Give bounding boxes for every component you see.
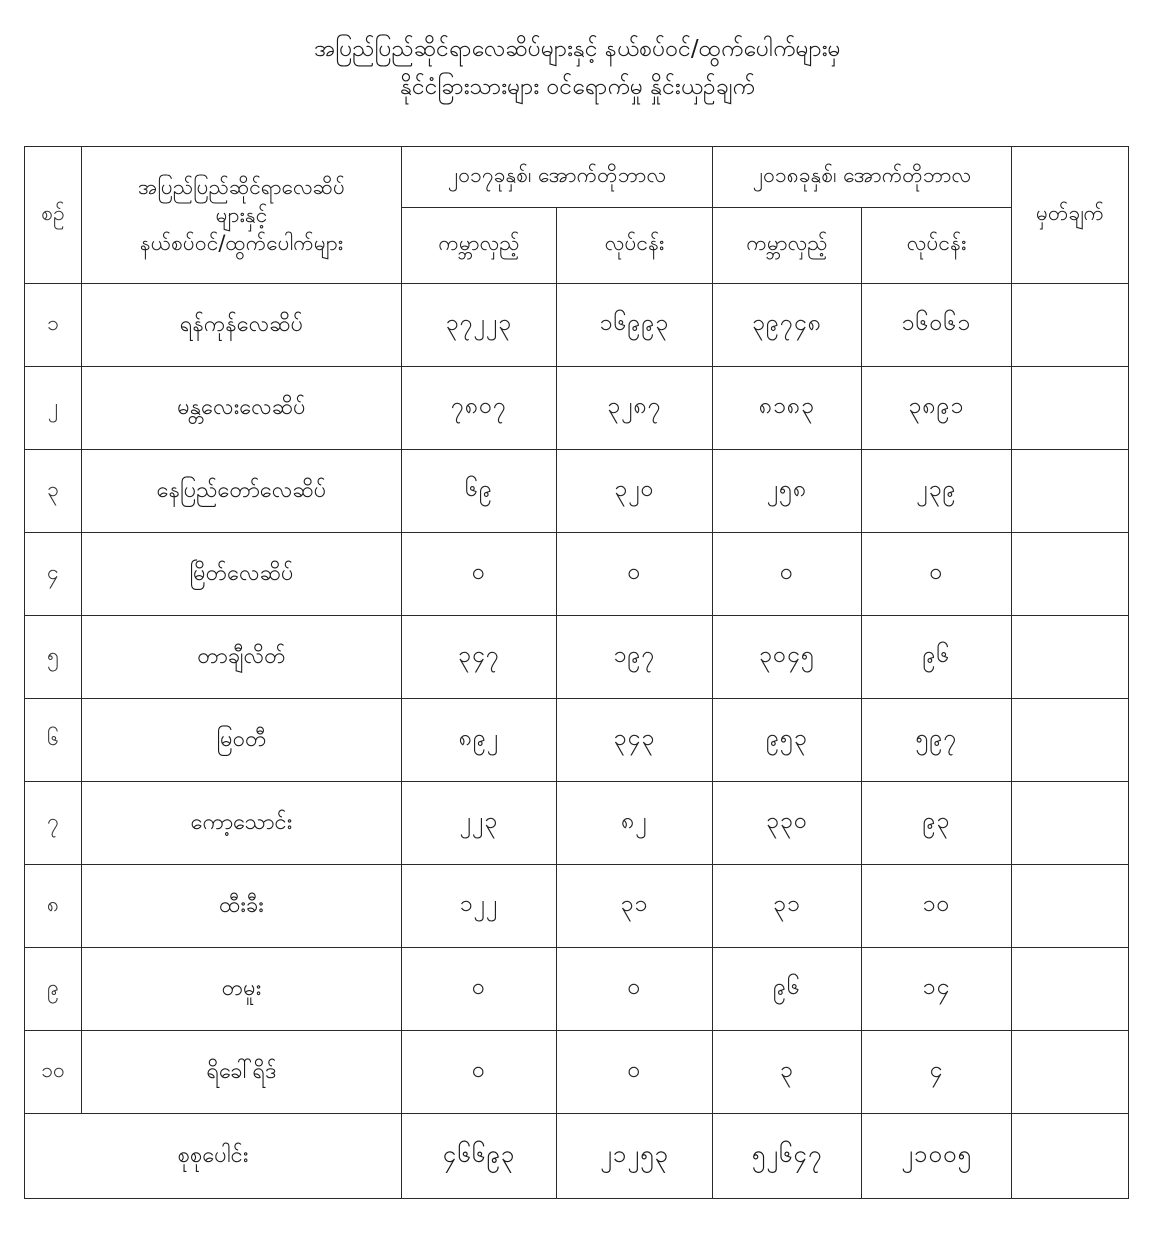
header-entry-points-line-1: အပြည်ပြည်ဆိုင်ရာလေဆိပ် [138,175,345,199]
total-label: စုစုပေါင်း [25,1114,402,1199]
row-serial: ၆ [25,699,82,782]
table-row [25,1031,1129,1114]
row-2017-business: ၀ [557,948,713,1031]
row-entry-point: တာချီလိတ် [82,616,402,699]
row-2017-business: ၃၄၃ [557,699,713,782]
row-2018-business: ၁၄ [862,948,1012,1031]
total-2018-tourists: ၅၂၆၄၇ [713,1114,862,1199]
row-serial: ၂ [25,367,82,450]
table-row [25,533,1129,616]
row-2017-business: ၁၆၉၉၃ [557,284,713,367]
row-2018-tourists: ၃၉၇၄၈ [713,284,862,367]
total-2018-business: ၂၁၀၀၅ [862,1114,1012,1199]
title-line-1: အပြည်ပြည်ဆိုင်ရာလေဆိပ်များနှင့် နယ်စပ်ဝင်/ထွက်ပေါက်များမှ [314,36,841,62]
row-2018-business: ၄ [862,1031,1012,1114]
header-serial: စဉ် [25,147,82,284]
row-remarks [1012,284,1129,367]
row-entry-point: ရိခေါ်ရိဒ် [82,1031,402,1114]
row-serial: ၈ [25,865,82,948]
document-title [0,30,1155,106]
row-entry-point: ရန်ကုန်လေဆိပ် [82,284,402,367]
total-row [25,1114,1129,1199]
header-entry-points-line-2: များနှင့် [215,203,268,227]
header-2017-business: လုပ်ငန်း [557,208,713,284]
row-remarks [1012,367,1129,450]
row-2018-tourists: ၂၅၈ [713,450,862,533]
row-2017-tourists: ၈၉၂ [402,699,557,782]
row-2018-tourists: ၃၀၄၅ [713,616,862,699]
row-2017-business: ၃၂၈၇ [557,367,713,450]
row-entry-point: မြဝတီ [82,699,402,782]
row-remarks [1012,450,1129,533]
row-2018-tourists: ၀ [713,533,862,616]
row-2018-business: ၂၃၉ [862,450,1012,533]
table-row [25,699,1129,782]
row-2018-business: ၅၉၇ [862,699,1012,782]
title-line-2: နိုင်ငံခြားသားများ ဝင်ရောက်မှု နှိုင်းယှဉ်ချက် [400,74,755,100]
row-2018-tourists: ၃၁ [713,865,862,948]
row-2018-business: ၀ [862,533,1012,616]
row-serial: ၁ [25,284,82,367]
row-2018-tourists: ၉၅၃ [713,699,862,782]
row-2017-tourists: ၆၉ [402,450,557,533]
arrivals-table [24,146,1129,1199]
header-remarks: မှတ်ချက် [1012,147,1129,284]
row-2018-business: ၃၈၉၁ [862,367,1012,450]
row-remarks [1012,1031,1129,1114]
row-2018-business: ၉၆ [862,616,1012,699]
table-row [25,782,1129,865]
row-2017-tourists: ၁၂၂ [402,865,557,948]
row-2018-business: ၉၃ [862,782,1012,865]
row-entry-point: မန္တလေးလေဆိပ် [82,367,402,450]
header-row-1 [25,147,1129,208]
total-2017-business: ၂၁၂၅၃ [557,1114,713,1199]
row-serial: ၄ [25,533,82,616]
row-entry-point: ကော့သောင်း [82,782,402,865]
row-2017-tourists: ၂၂၃ [402,782,557,865]
header-period-2017: ၂၀၁၇ခုနှစ်၊ အောက်တိုဘာလ [402,147,713,208]
row-2017-tourists: ၀ [402,533,557,616]
row-remarks [1012,782,1129,865]
table-row [25,865,1129,948]
row-entry-point: တမူး [82,948,402,1031]
header-entry-points-line-3: နယ်စပ်ဝင်/ထွက်ပေါက်များ [139,231,344,255]
row-2017-business: ၃၁ [557,865,713,948]
row-2017-tourists: ၃၄၇ [402,616,557,699]
row-2018-tourists: ၃ [713,1031,862,1114]
row-2018-business: ၁၀ [862,865,1012,948]
table-row [25,616,1129,699]
row-2018-tourists: ၉၆ [713,948,862,1031]
row-2017-tourists: ၇၈၀၇ [402,367,557,450]
header-2018-tourists: ကမ္ဘာလှည့် [713,208,862,284]
row-2017-tourists: ၀ [402,1031,557,1114]
table-row [25,450,1129,533]
row-2017-business: ၈၂ [557,782,713,865]
header-entry-points [82,147,402,284]
row-remarks [1012,699,1129,782]
row-serial: ၁၀ [25,1031,82,1114]
table-row [25,284,1129,367]
row-serial: ၉ [25,948,82,1031]
header-2017-tourists: ကမ္ဘာလှည့် [402,208,557,284]
row-remarks [1012,948,1129,1031]
header-period-2018: ၂၀၁၈ခုနှစ်၊ အောက်တိုဘာလ [713,147,1012,208]
header-2018-business: လုပ်ငန်း [862,208,1012,284]
total-2017-tourists: ၄၆၆၉၃ [402,1114,557,1199]
row-2017-tourists: ၀ [402,948,557,1031]
row-2017-business: ၀ [557,1031,713,1114]
row-serial: ၇ [25,782,82,865]
total-remarks [1012,1114,1129,1199]
row-2018-tourists: ၃၃၀ [713,782,862,865]
table-row [25,948,1129,1031]
row-2018-tourists: ၈၁၈၃ [713,367,862,450]
row-2017-business: ၁၉၇ [557,616,713,699]
row-2017-business: ၀ [557,533,713,616]
row-entry-point: ထီးခီး [82,865,402,948]
row-remarks [1012,865,1129,948]
row-entry-point: မြိတ်လေဆိပ် [82,533,402,616]
row-entry-point: နေပြည်တော်လေဆိပ် [82,450,402,533]
row-serial: ၃ [25,450,82,533]
row-2017-business: ၃၂၀ [557,450,713,533]
row-2017-tourists: ၃၇၂၂၃ [402,284,557,367]
table-row [25,367,1129,450]
row-serial: ၅ [25,616,82,699]
row-2018-business: ၁၆၀၆၁ [862,284,1012,367]
row-remarks [1012,533,1129,616]
row-remarks [1012,616,1129,699]
